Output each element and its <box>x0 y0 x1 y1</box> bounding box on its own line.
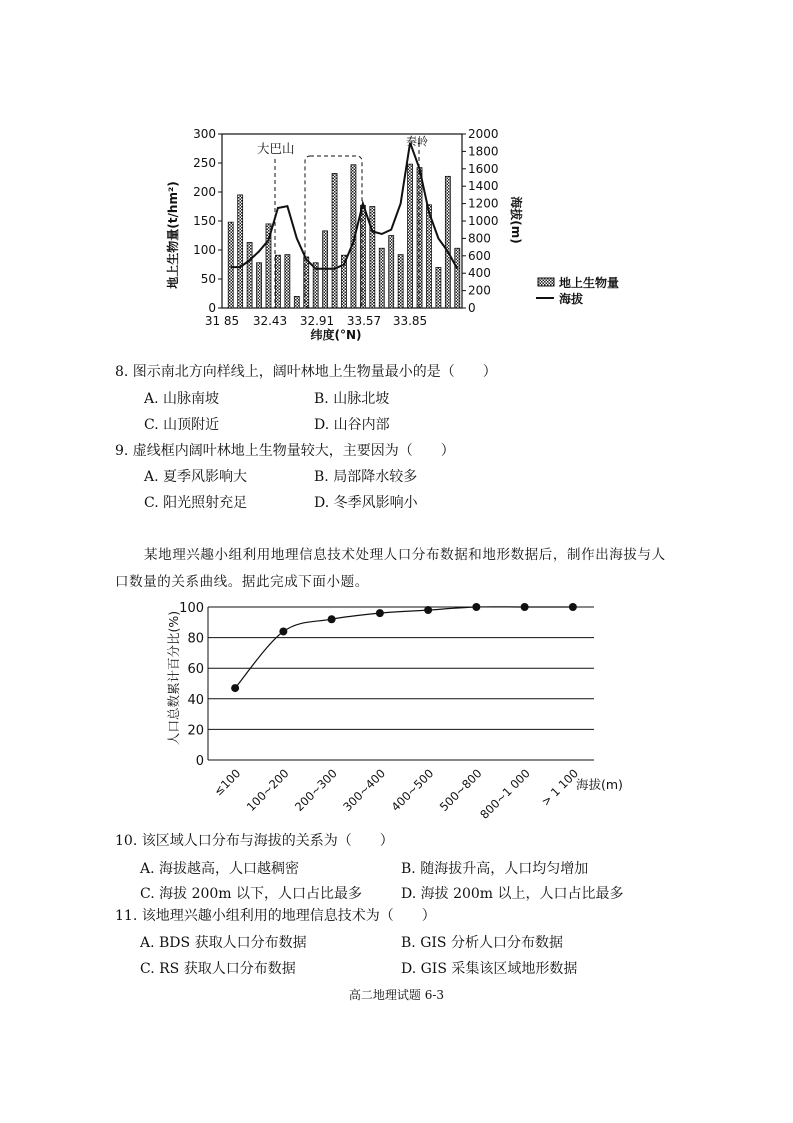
population-chart <box>160 592 640 824</box>
x-tick-label: 300~400 <box>340 766 388 814</box>
biomass-bar <box>228 222 233 308</box>
y-tick-label: 20 <box>187 723 204 739</box>
biomass-bar <box>247 242 252 308</box>
q10-stem: 10. 该区域人口分布与海拔的关系为（ ） <box>115 833 394 849</box>
y-axis-label: 地上生物量(t/hm²) <box>166 181 180 289</box>
biomass-bar <box>275 255 280 308</box>
y2-tick-label: 1200 <box>468 196 499 211</box>
biomass-bar <box>294 296 299 308</box>
x-tick-label: ≤100 <box>211 766 244 799</box>
biomass-bar <box>379 248 384 308</box>
population-y-axis-label: 人口总数累计百分比(%) <box>166 610 181 746</box>
qinling-label: 秦岭 <box>406 135 428 148</box>
q10-option-c[interactable]: C. 海拔 200m 以下，人口占比最多 <box>140 886 363 902</box>
biomass-bar <box>445 176 450 308</box>
y-tick-label: 100 <box>193 243 216 257</box>
passage-line-1: 某地理兴趣小组利用地理信息技术处理人口分布数据和地形数据后，制作出海拔与人 <box>144 547 666 563</box>
y2-tick-label: 1800 <box>468 144 499 159</box>
q8-option-b[interactable]: B. 山脉北坡 <box>314 391 390 407</box>
biomass-altitude-chart <box>160 125 640 345</box>
y-tick-label: 150 <box>193 214 216 228</box>
q11-option-b[interactable]: B. GIS 分析人口分布数据 <box>401 935 563 951</box>
passage-line-2: 口数量的关系曲线。据此完成下面小题。 <box>115 574 369 590</box>
population-point <box>521 603 529 611</box>
q9-option-a[interactable]: A. 夏季风影响大 <box>144 469 248 485</box>
q10-option-d[interactable]: D. 海拔 200m 以上，人口占比最多 <box>401 886 624 902</box>
y2-axis-label: 海拔(m) <box>509 196 523 244</box>
legend-line-label: 海拔 <box>559 292 584 306</box>
y-tick-label: 200 <box>193 185 216 199</box>
x-tick-label: 33.85 <box>392 314 428 328</box>
y2-tick-label: 1600 <box>468 161 499 176</box>
q9-option-b[interactable]: B. 局部降水较多 <box>314 469 418 485</box>
biomass-bar <box>370 207 375 309</box>
y2-tick-label: 1000 <box>468 214 499 228</box>
x-tick-label: 100~200 <box>243 766 292 814</box>
q8-option-a[interactable]: A. 山脉南坡 <box>144 391 220 407</box>
altitude-line <box>231 143 458 269</box>
y-tick-label: 60 <box>187 662 204 678</box>
q11-option-d[interactable]: D. GIS 采集该区域地形数据 <box>401 961 578 977</box>
y2-tick-label: 1400 <box>468 179 499 194</box>
y-tick-label: 40 <box>187 692 204 708</box>
q11-option-a[interactable]: A. BDS 获取人口分布数据 <box>140 935 307 951</box>
q8-stem: 8. 图示南北方向样线上，阔叶林地上生物量最小的是（ ） <box>115 364 497 380</box>
y2-tick-label: 400 <box>468 266 491 281</box>
population-point <box>279 627 287 635</box>
biomass-bar <box>417 168 422 308</box>
q9-option-c[interactable]: C. 阳光照射充足 <box>144 495 248 511</box>
legend-bar-swatch <box>538 278 554 286</box>
q9-option-d[interactable]: D. 冬季风影响小 <box>314 495 418 511</box>
y2-tick-label: 800 <box>468 231 491 246</box>
y2-tick-label: 0 <box>468 301 476 315</box>
population-point <box>472 603 480 611</box>
biomass-bar <box>389 236 394 309</box>
population-point <box>231 684 239 692</box>
biomass-bar <box>332 173 337 308</box>
biomass-bar <box>398 255 403 308</box>
x-tick-label: 32.91 <box>299 314 335 328</box>
x-tick-label: 32.43 <box>252 314 288 328</box>
population-point <box>328 615 336 623</box>
population-point <box>424 606 432 614</box>
biomass-bar <box>408 164 413 308</box>
page-footer: 高二地理试题 6-3 <box>348 988 445 1002</box>
y-tick-label: 0 <box>208 301 216 315</box>
x-tick-label: 33.57 <box>346 314 382 328</box>
x-tick-label: 200~300 <box>291 766 340 814</box>
q8-option-c[interactable]: C. 山顶附近 <box>144 417 220 433</box>
x-axis-label: 纬度(°N) <box>310 328 362 342</box>
q8-option-d[interactable]: D. 山谷内部 <box>314 417 390 433</box>
y-tick-label: 80 <box>187 631 204 647</box>
x-tick-label: 800~1 000 <box>477 766 533 822</box>
biomass-bar <box>304 257 309 308</box>
y-tick-label: 50 <box>200 272 216 286</box>
y-tick-label: 300 <box>193 127 216 141</box>
y-tick-label: 0 <box>195 754 204 769</box>
biomass-bar <box>238 195 243 308</box>
y2-tick-label: 200 <box>468 283 491 298</box>
biomass-bar <box>455 248 460 308</box>
x-tick-label: 31 85 <box>204 314 240 328</box>
x-tick-label: 400~500 <box>388 766 437 814</box>
population-curve <box>235 607 573 688</box>
population-point <box>569 603 577 611</box>
biomass-bar <box>257 263 262 308</box>
y2-tick-label: 2000 <box>468 127 499 141</box>
dabashan-label: 大巴山 <box>257 141 295 156</box>
population-x-axis-label: 海拔(m) <box>576 777 623 792</box>
q11-option-c[interactable]: C. RS 获取人口分布数据 <box>140 961 296 977</box>
x-tick-label: 500~800 <box>436 766 485 814</box>
biomass-bar <box>285 255 290 308</box>
x-tick-label: > 1 100 <box>538 766 581 809</box>
q10-option-a[interactable]: A. 海拔越高，人口越稠密 <box>140 861 300 877</box>
q10-option-b[interactable]: B. 随海拔升高，人口均匀增加 <box>401 861 589 877</box>
biomass-bar <box>360 205 365 308</box>
biomass-bar <box>426 205 431 308</box>
legend-bar-label: 地上生物量 <box>559 276 620 290</box>
q11-stem: 11. 该地理兴趣小组利用的地理信息技术为（ ） <box>115 908 436 924</box>
y2-tick-label: 600 <box>468 248 491 263</box>
q9-stem: 9. 虚线框内阔叶林地上生物量较大，主要因为（ ） <box>115 443 455 459</box>
biomass-bar <box>436 267 441 308</box>
y-tick-label: 250 <box>193 156 216 170</box>
y-tick-label: 100 <box>179 601 204 616</box>
population-point <box>376 609 384 617</box>
